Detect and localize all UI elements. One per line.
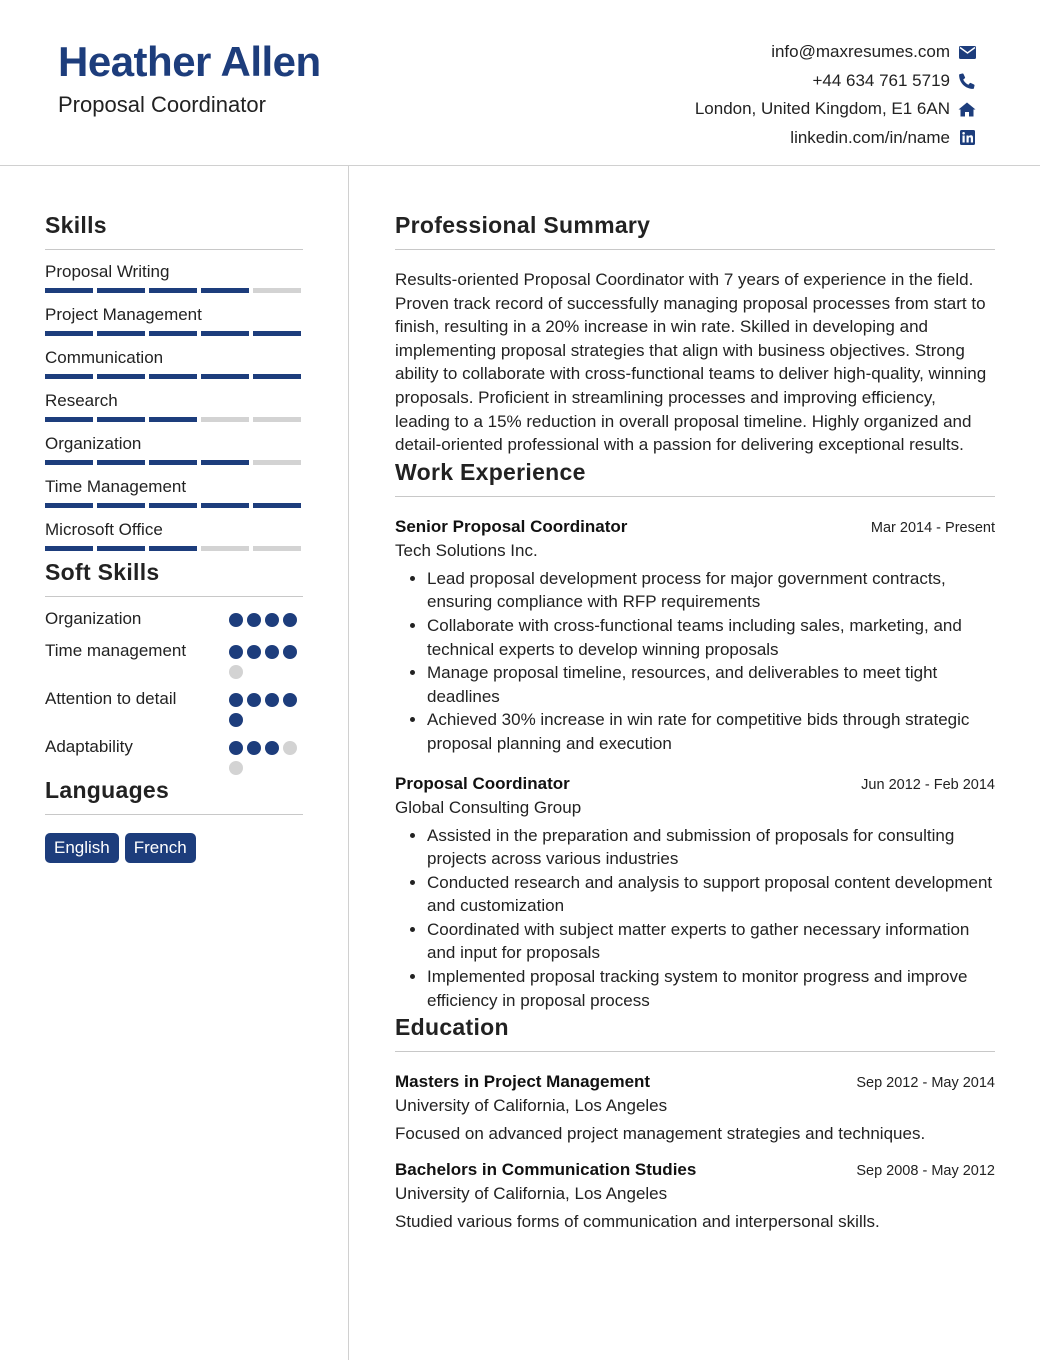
rating-dot — [229, 741, 243, 755]
education-description: Studied various forms of communication and interpersonal skills. — [395, 1212, 880, 1232]
skill-level-segment — [45, 417, 93, 422]
job-bullet: • Achieved 30% increase in win rate for competitive bids through strategic proposal planning and execution — [427, 708, 995, 755]
skill-name: Organization — [45, 434, 142, 453]
contact-email[interactable] — [695, 38, 976, 67]
job-dates: Jun 2012 - Feb 2014 — [861, 776, 995, 793]
skill-level-segment — [97, 288, 145, 293]
job-bullet: • Implemented proposal tracking system to monitor progress and improve efficiency in proposal process — [427, 965, 995, 1012]
skill-level-segment — [45, 503, 93, 508]
soft-skill-name: Adaptability — [45, 737, 133, 756]
job-bullet: • Conducted research and analysis to support proposal content development and customization — [427, 871, 995, 918]
skill-level-segment — [45, 460, 93, 465]
rating-dot — [265, 613, 279, 627]
skill-name: Time Management — [45, 477, 187, 496]
skill-name: Microsoft Office — [45, 520, 163, 539]
job-dates: Mar 2014 - Present — [870, 519, 995, 536]
education-list — [395, 1072, 995, 1232]
education-header — [395, 1072, 995, 1092]
skill-level-segment — [201, 503, 249, 508]
section-rule — [45, 596, 303, 597]
skill-level-bar — [45, 503, 303, 508]
soft-skill-item — [45, 607, 303, 631]
experience-title: Work Experience — [395, 458, 586, 485]
skill-level-segment — [201, 331, 249, 336]
skill-level-segment — [149, 460, 197, 465]
summary-text: Results-oriented Proposal Coordinator with 7 years of experience in the field. Proven track record of successfully managing proposal processes from start to finish, resulting in a 20% increase in win rate. Skilled in developing and implementing proposal strategies that align with business objectives. Strong ability to collaborate with cross-functional teams to deliver high-quality, winning proposals. Proficient in streamlining processes and improving efficiency, leading to a 15% reduction in overall proposal timeline. Highly organized and detail-oriented professional with a passion for delivering exceptional results. — [395, 270, 987, 455]
skill-level-segment — [149, 288, 197, 293]
contact-address — [695, 95, 976, 124]
skill-level-segment — [201, 460, 249, 465]
job-bullet: • Assisted in the preparation and submission of proposals for consulting projects across various industries — [427, 824, 995, 871]
language-badge: English — [45, 833, 119, 863]
skill-level-segment — [97, 331, 145, 336]
education-entry — [395, 1160, 995, 1232]
skill-level-segment — [45, 546, 93, 551]
skill-level-segment — [97, 460, 145, 465]
rating-dot — [229, 693, 243, 707]
job-bullet: • Manage proposal timeline, resources, and deliverables to meet tight deadlines — [427, 661, 995, 708]
soft-skill-rating — [229, 687, 303, 727]
home-icon — [958, 101, 976, 117]
jobs-list — [395, 517, 995, 1013]
skill-level-segment — [149, 546, 197, 551]
education-school: University of California, Los Angeles — [395, 1184, 668, 1204]
job-entry — [395, 517, 995, 756]
section-rule — [45, 814, 303, 815]
job-bullet: • Lead proposal development process for major government contracts, ensuring compliance with RFP requirements — [427, 567, 995, 614]
skill-level-bar — [45, 288, 303, 293]
soft-skills-section — [45, 559, 303, 775]
education-description: Focused on advanced project management strategies and techniques. — [395, 1124, 926, 1144]
contact-email-text: info@maxresumes.com — [771, 42, 950, 62]
rating-dot — [247, 613, 261, 627]
contact-linkedin[interactable] — [695, 124, 976, 153]
education-title: Education — [395, 1014, 509, 1041]
rating-dot — [229, 665, 243, 679]
skill-item — [45, 262, 303, 293]
skill-item — [45, 305, 303, 336]
skill-level-segment — [97, 546, 145, 551]
left-column — [45, 166, 303, 863]
skill-level-segment — [201, 417, 249, 422]
summary-section — [395, 212, 995, 457]
skill-level-segment — [253, 503, 301, 508]
skill-level-bar — [45, 546, 303, 551]
soft-skill-rating — [229, 735, 303, 775]
soft-skill-rating — [229, 607, 303, 631]
skill-level-segment — [253, 331, 301, 336]
soft-skill-name: Organization — [45, 609, 142, 628]
rating-dot — [229, 761, 243, 775]
skill-level-segment — [45, 331, 93, 336]
section-rule — [395, 249, 995, 250]
candidate-name: Heather Allen — [58, 38, 321, 85]
section-rule — [395, 496, 995, 497]
skill-level-segment — [149, 331, 197, 336]
skill-level-segment — [97, 417, 145, 422]
skills-section — [45, 212, 303, 551]
contact-phone-text: +44 634 761 5719 — [812, 70, 950, 90]
education-dates: Sep 2012 - May 2014 — [856, 1075, 995, 1092]
skill-level-segment — [97, 503, 145, 508]
job-header — [395, 517, 995, 537]
rating-dot — [229, 645, 243, 659]
rating-dot — [283, 645, 297, 659]
rating-dot — [247, 741, 261, 755]
skill-item — [45, 520, 303, 551]
education-section — [395, 1014, 995, 1232]
skill-name: Project Management — [45, 305, 202, 324]
skill-level-segment — [253, 288, 301, 293]
rating-dot — [283, 741, 297, 755]
soft-skills-list — [45, 607, 303, 775]
job-company: Global Consulting Group — [395, 797, 582, 817]
education-degree: Masters in Project Management — [395, 1072, 651, 1092]
soft-skill-item — [45, 687, 303, 727]
skill-level-segment — [149, 374, 197, 379]
education-school: University of California, Los Angeles — [395, 1096, 668, 1116]
languages-section — [45, 777, 303, 863]
section-rule — [395, 1051, 995, 1052]
language-badge: French — [125, 833, 196, 863]
rating-dot — [229, 713, 243, 727]
skill-level-segment — [201, 288, 249, 293]
contact-address-text: London, United Kingdom, E1 6AN — [694, 99, 950, 119]
soft-skill-item — [45, 639, 303, 679]
soft-skill-name: Attention to detail — [45, 689, 177, 708]
candidate-role: Proposal Coordinator — [58, 92, 266, 117]
rating-dot — [247, 645, 261, 659]
skill-level-bar — [45, 460, 303, 465]
rating-dot — [247, 693, 261, 707]
soft-skill-rating — [229, 639, 303, 679]
skill-level-segment — [45, 288, 93, 293]
skill-level-bar — [45, 374, 303, 379]
skill-level-segment — [45, 374, 93, 379]
rating-dot — [265, 693, 279, 707]
job-header — [395, 774, 995, 794]
phone-icon — [958, 73, 976, 89]
job-entry — [395, 774, 995, 1013]
education-dates: Sep 2008 - May 2012 — [856, 1163, 995, 1180]
resume-header — [0, 0, 1040, 166]
languages-list — [45, 833, 303, 863]
skill-level-segment — [149, 503, 197, 508]
education-degree: Bachelors in Communication Studies — [395, 1160, 697, 1180]
linkedin-icon — [958, 130, 976, 146]
skill-item — [45, 348, 303, 379]
education-entry — [395, 1072, 995, 1144]
job-bullet: • Collaborate with cross-functional teams including sales, marketing, and technical experts to develop winning proposals — [427, 614, 995, 661]
job-bullet: • Coordinated with subject matter experts to gather necessary information and input for proposals — [427, 918, 995, 965]
languages-title: Languages — [45, 777, 170, 803]
skill-level-segment — [253, 546, 301, 551]
job-title: Proposal Coordinator — [395, 773, 570, 793]
summary-title: Professional Summary — [395, 212, 651, 238]
skills-title: Skills — [45, 212, 107, 238]
contact-phone[interactable] — [695, 67, 976, 96]
skill-item — [45, 434, 303, 465]
experience-section — [395, 459, 995, 1013]
skill-level-segment — [149, 417, 197, 422]
contact-linkedin-text: linkedin.com/in/name — [790, 127, 950, 147]
rating-dot — [283, 693, 297, 707]
rating-dot — [283, 613, 297, 627]
job-bullets — [395, 567, 995, 756]
skill-item — [45, 477, 303, 508]
job-title: Senior Proposal Coordinator — [395, 516, 628, 536]
column-divider — [348, 166, 349, 1360]
skill-name: Research — [45, 391, 118, 410]
skill-item — [45, 391, 303, 422]
skill-level-bar — [45, 331, 303, 336]
contact-block — [695, 38, 976, 152]
job-company: Tech Solutions Inc. — [395, 540, 538, 560]
job-bullets — [395, 824, 995, 1013]
skill-level-segment — [97, 374, 145, 379]
skill-level-segment — [201, 374, 249, 379]
skills-list — [45, 262, 303, 551]
rating-dot — [265, 741, 279, 755]
skill-level-segment — [253, 374, 301, 379]
skill-level-segment — [253, 460, 301, 465]
section-rule — [45, 249, 303, 250]
skill-name: Proposal Writing — [45, 262, 170, 281]
envelope-icon — [958, 44, 976, 60]
soft-skill-name: Time management — [45, 641, 187, 660]
soft-skills-title: Soft Skills — [45, 559, 160, 585]
rating-dot — [265, 645, 279, 659]
right-column — [395, 166, 995, 1232]
skill-level-segment — [201, 546, 249, 551]
education-header — [395, 1160, 995, 1180]
skill-level-bar — [45, 417, 303, 422]
skill-level-segment — [253, 417, 301, 422]
rating-dot — [229, 613, 243, 627]
soft-skill-item — [45, 735, 303, 775]
skill-name: Communication — [45, 348, 164, 367]
